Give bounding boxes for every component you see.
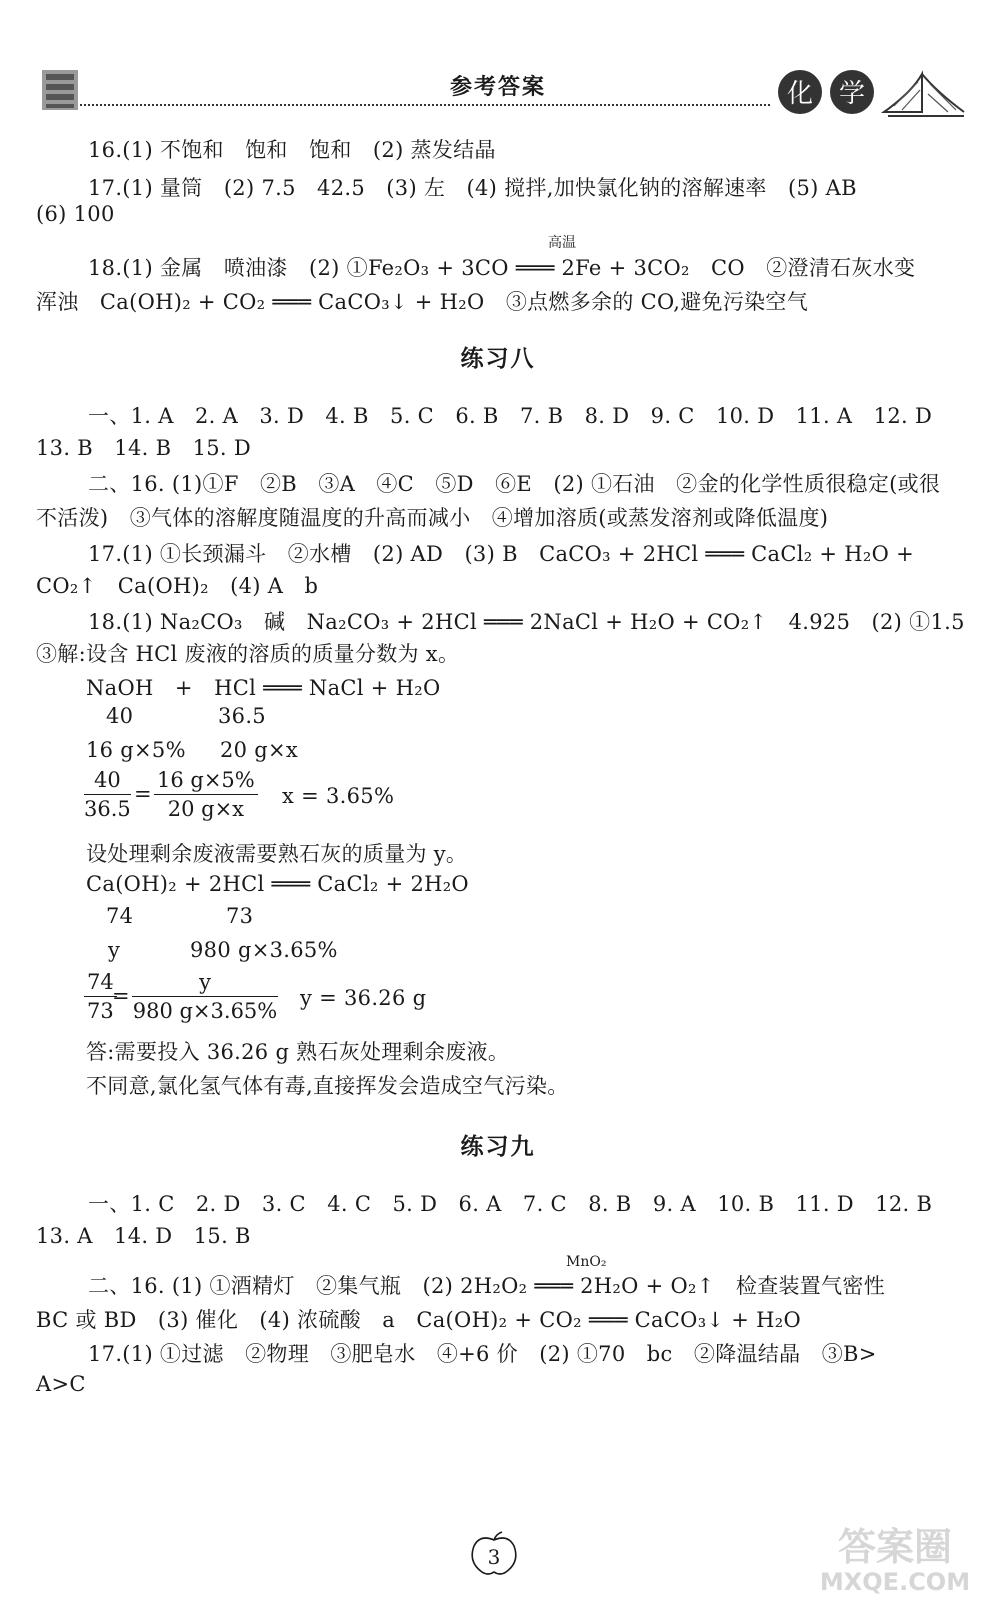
page-number: 3	[487, 1545, 501, 1569]
answer-line: 18.(1) 金属 喷油漆 (2) ①Fe₂O₃ + 3CO ═══ 2Fe + 3CO₂ CO ②澄清石灰水变	[88, 256, 916, 280]
answer-line: 17.(1) ①长颈漏斗 ②水槽 (2) AD (3) B CaCO₃ + 2HCl ═══ CaCl₂ + H₂O +	[88, 542, 915, 566]
answer-line: 17.(1) 量筒 (2) 7.5 42.5 (3) 左 (4) 搅拌,加快氯化钠的溶解速率 (5) AB	[88, 176, 857, 200]
answer-line: ③解:设含 HCl 废液的溶质的质量分数为 x。	[36, 642, 460, 666]
answer-line: 17.(1) ①过滤 ②物理 ③肥皂水 ④+6 价 (2) ①70 bc ②降温结晶 ③B>	[88, 1342, 877, 1366]
fraction	[154, 766, 258, 823]
page-number-apple-icon	[466, 1530, 522, 1576]
equals-sign: =	[134, 782, 152, 806]
mass-term: 980 g×3.65%	[190, 938, 338, 962]
answer-line: 一、1. C 2. D 3. C 4. C 5. D 6. A 7. C 8. B 9. A 10. B 11. D 12. B	[88, 1192, 933, 1216]
equation-line: Ca(OH)₂ + 2HCl ═══ CaCl₂ + 2H₂O	[86, 872, 469, 896]
answer-line: 13. A 14. D 15. B	[36, 1224, 251, 1248]
catalyst-label: MnO₂	[566, 1254, 607, 1270]
molar-mass: 40	[106, 704, 134, 728]
badge-char-2: 学	[838, 79, 866, 109]
fraction-denominator: 20 g×x	[167, 797, 245, 821]
molar-mass: 74	[106, 904, 134, 928]
section-title-exercise-9: 练习九	[460, 1133, 536, 1160]
answer-line: 16.(1) 不饱和 饱和 饱和 (2) 蒸发结晶	[88, 138, 496, 162]
equation-line: NaOH + HCl ═══ NaCl + H₂O	[86, 676, 441, 700]
fraction-denominator: 980 g×3.65%	[132, 999, 278, 1023]
page-header-title: 参考答案	[449, 74, 546, 100]
answer-line: BC 或 BD (3) 催化 (4) 浓硫酸 a Ca(OH)₂ + CO₂ ═══ CaCO₃↓ + H₂O	[36, 1308, 802, 1332]
molar-mass: 73	[226, 904, 254, 928]
equals-sign: =	[112, 984, 130, 1008]
watermark-bottom-text: MXQE.COM	[819, 1568, 971, 1596]
answer-line: 答:需要投入 36.26 g 熟石灰处理剩余废液。	[86, 1040, 510, 1064]
answer-line: 一、1. A 2. A 3. D 4. B 5. C 6. B 7. B 8. D 9. C 10. D 11. A 12. D	[88, 404, 933, 428]
header-dotted-rule	[80, 104, 770, 106]
answer-line: (6) 100	[36, 202, 115, 226]
subject-badge-book-icon	[772, 62, 972, 122]
reaction-condition-label: 高温	[548, 235, 576, 251]
fraction-denominator: 73	[87, 999, 114, 1023]
answer-line: A>C	[36, 1372, 86, 1396]
badge-char-1: 化	[786, 79, 814, 109]
answer-line: 不活泼) ③气体的溶解度随温度的升高而减小 ④增加溶质(或蒸发溶剂或降低温度)	[36, 506, 829, 530]
molar-mass: 36.5	[218, 704, 266, 728]
answer-line: CO₂↑ Ca(OH)₂ (4) A b	[36, 574, 319, 598]
mass-term: y	[108, 938, 121, 962]
mass-term: 16 g×5%	[86, 738, 186, 762]
fraction-numerator: 74	[84, 968, 117, 997]
fraction-result: y = 36.26 g	[300, 986, 427, 1010]
answer-line: 设处理剩余废液需要熟石灰的质量为 y。	[86, 842, 468, 866]
site-watermark-logo	[800, 1520, 990, 1596]
answer-line: 13. B 14. B 15. D	[36, 436, 252, 460]
watermark-top-text: 答案圈	[837, 1525, 953, 1569]
answer-line: 二、16. (1) ①酒精灯 ②集气瓶 (2) 2H₂O₂ ═══ 2H₂O + O₂↑ 检查装置气密性	[88, 1274, 886, 1298]
fraction-result: x = 3.65%	[282, 784, 395, 808]
answer-line: 二、16. (1)①F ②B ③A ④C ⑤D ⑥E (2) ①石油 ②金的化学性质很稳定(或很	[88, 472, 941, 496]
fraction	[132, 968, 278, 1025]
fraction-denominator: 36.5	[84, 797, 131, 821]
fraction-numerator: 40	[84, 766, 131, 795]
section-title-exercise-8: 练习八	[460, 345, 536, 372]
answer-line: 浑浊 Ca(OH)₂ + CO₂ ═══ CaCO₃↓ + H₂O ③点燃多余的 CO,避免污染空气	[36, 290, 809, 314]
answer-line: 18.(1) Na₂CO₃ 碱 Na₂CO₃ + 2HCl ═══ 2NaCl + H₂O + CO₂↑ 4.925 (2) ①1.5	[88, 610, 965, 634]
answer-line: 不同意,氯化氢气体有毒,直接挥发会造成空气污染。	[86, 1074, 569, 1098]
fraction	[84, 766, 131, 823]
fraction-numerator: 16 g×5%	[154, 766, 258, 795]
mass-term: 20 g×x	[220, 738, 299, 762]
fraction-numerator: y	[132, 968, 278, 997]
